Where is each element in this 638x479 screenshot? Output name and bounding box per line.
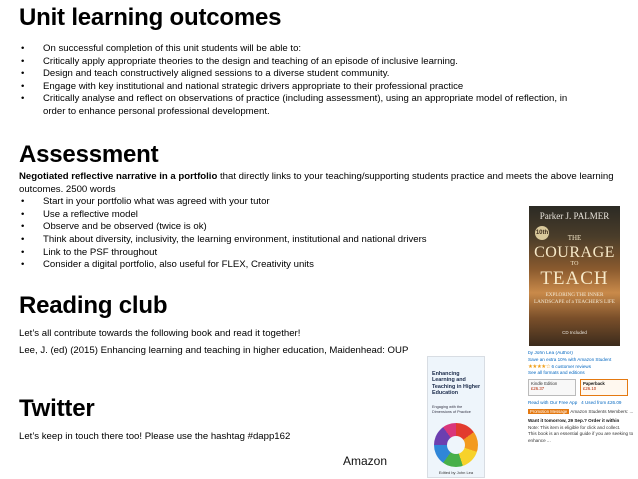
promo-row [528,409,636,415]
book-cover-courage-to-teach [529,206,620,346]
twitter-body [19,431,419,444]
student-offer-link[interactable]: Save an extra 10% with Amazon Student [528,357,612,363]
paperback-price: £26.10 [583,386,597,392]
list-item: • On successful completion of this unit students will be able to: [19,43,579,56]
paperback-label: Paperback [583,380,605,386]
book2-title: Enhancing Learning and Teaching in Higher Education [432,371,481,397]
list-item: • Link to the PSF throughout [19,247,614,260]
reading-heading: Reading club [19,292,168,319]
list-item: • Use a reflective model [19,209,614,222]
free-app-link[interactable]: Read with Our Free App [528,399,578,405]
formats-link[interactable]: See all formats and editions [528,370,585,376]
delivery-line: Want it tomorrow, 29 Sep.? Order it within [528,418,620,424]
twitter-line: Let’s keep in touch there too! Please use the hashtag #dapp162 [19,431,291,442]
cover-teach: TEACH [540,268,609,289]
outcomes-list [19,43,579,119]
assessment-intro-bold: Negotiated reflective narrative in a portfolio [19,171,218,182]
kindle-format-button[interactable] [528,379,576,396]
list-item: • Critically analyse and reflect on observations of practice (including assessment), using an appropriate model of reflection, in order to enhance personal professional development. [19,93,579,118]
list-item: • Think about diversity, inclusivity, the learning environment, institutional and national drivers [19,234,614,247]
listing-info [528,351,636,444]
assessment-heading: Assessment [19,141,159,168]
format-options [528,379,636,397]
list-item: • Consider a digital portfolio, also useful for FLEX, Creativity units [19,259,614,272]
cover-cd-note: CD Included [562,330,587,335]
used-new-link[interactable]: 4 Used from £26.09 [581,399,622,405]
paperback-format-button[interactable] [580,379,628,396]
cover-author: Parker J. PALMER [539,211,610,221]
assessment-list [19,196,614,272]
reading-citation: Lee, J. (ed) (2015) Enhancing learning and teaching in higher education, Maidenhead: OUP [19,344,409,356]
reviews-link[interactable]: 6 customer reviews [551,363,592,369]
promo-tag: Promotion Message [530,409,568,415]
outcomes-heading: Unit learning outcomes [19,4,282,31]
book-cover-enhancing-learning [427,356,485,478]
amazon-caption: Amazon [343,454,388,468]
kindle-label: Kindle Edition [531,380,558,386]
amazon-listing-screenshot [424,351,638,479]
assessment-intro-text: that directly links to your teaching/supporting students practice and meets the above learning outcomes. 2500 words [19,171,614,195]
book2-editor: Edited by John Lea [438,470,474,475]
collect-note: Note: This item is eligible for click and collect. [528,424,621,430]
list-item: • Engage with key institutional and national strategic drivers appropriate to their professional practice [19,81,579,94]
outcomes-list-wrapper [19,43,579,119]
reading-line1: Let’s all contribute towards the following book and read it together! [19,328,301,339]
list-item: • Design and teach constructively aligned sessions to a diverse student community. [19,68,579,81]
book-description: This book is an essential guide if you are seeking to enhance ... [528,431,634,443]
kindle-price: £26.37 [531,386,545,392]
twitter-heading: Twitter [19,395,95,422]
assessment-intro [19,171,614,196]
cover-subtitle: EXPLORING THE INNER LANDSCAPE of a TEACHER'S LIFE [534,292,615,305]
promo-text: Amazon Students Members: ... [570,409,634,415]
assessment-body [19,171,614,272]
cover-the: THE [567,234,582,242]
colour-wheel-graphic [434,423,478,467]
list-item: • Start in your portfolio what was agreed with your tutor [19,196,614,209]
rating-stars-icon: ★★★★☆ [528,363,551,370]
book2-subtitle: Engaging with the Dimensions of Practice [432,405,471,414]
list-item: • Critically apply appropriate theories to the design and teaching of an episode of inclusive learning. [19,56,579,69]
app-and-used-row [528,400,636,406]
author-link[interactable]: by John Lea (Author) [528,351,573,356]
cover-courage: COURAGE [534,244,615,261]
list-item: • Observe and be observed (twice is ok) [19,221,614,234]
cover-to: TO [570,261,579,267]
anniversary-badge: 10th [535,226,549,240]
